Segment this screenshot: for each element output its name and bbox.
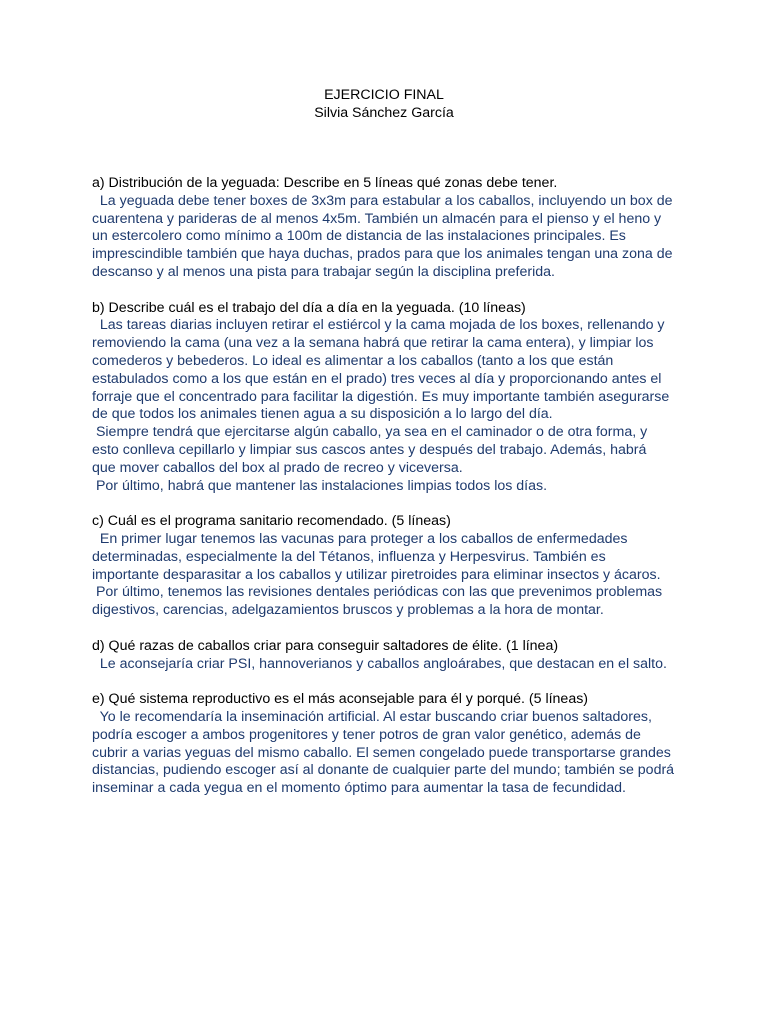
answer-line: importante desparasitar a los caballos y utilizar piretroides para eliminar insectos y ácaros. <box>92 566 661 583</box>
section-c <box>92 513 682 620</box>
answer-line: Las tareas diarias incluyen retirar el estiércol y la cama mojada de los boxes, rellenando y <box>92 317 665 334</box>
author-name: Silvia Sánchez García <box>314 105 454 121</box>
answer-line: Por último, habrá que mantener las instalaciones limpias todos los días. <box>92 477 548 494</box>
answer-d <box>92 656 682 674</box>
answer-line: cubrir a varias yeguas del mismo caballo. El semen congelado puede transportarse grandes <box>92 744 671 761</box>
answer-line: La yeguada debe tener boxes de 3x3m para estabular a los caballos, incluyendo un box de <box>92 192 673 209</box>
answer-line: distancias, pudiendo escoger así al donante de cualquier parte del mundo; también se podrá <box>92 762 675 779</box>
question-a: a) Distribución de la yeguada: Describe en 5 líneas qué zonas debe tener. <box>92 175 558 191</box>
answer-line: forraje que el concentrado para facilitar la digestión. Es muy importante también asegurarse <box>92 388 670 405</box>
answer-line: de que todos los animales tienen agua a su disposición a lo largo del día. <box>92 406 553 423</box>
answer-b <box>92 317 682 495</box>
answer-line: comederos y bebederos. Lo ideal es alimentar a los caballos (tanto a los que están <box>92 352 614 369</box>
answer-line: Siempre tendrá que ejercitarse algún caballo, ya sea en el caminador o de otra forma, y <box>92 424 648 441</box>
answer-line: En primer lugar tenemos las vacunas para proteger a los caballos de enfermedades <box>92 530 628 547</box>
answer-line: digestivos, carencias, adelgazamientos bruscos y problemas a la hora de montar. <box>92 602 604 619</box>
question-b: b) Describe cuál es el trabajo del día a día en la yeguada. (10 líneas) <box>92 299 526 316</box>
answer-c <box>92 531 682 620</box>
section-a <box>92 175 682 282</box>
answer-line: descanso y al menos una pista para trabajar según la disciplina preferida. <box>92 263 555 280</box>
answer-line: removiendo la cama (una vez a la semana habrá que retirar la cama entera), y limpiar los <box>92 335 654 352</box>
document-title: EJERCICIO FINAL <box>324 87 444 103</box>
document-body <box>92 175 682 816</box>
answer-line: que mover caballos del box al prado de recreo y viceversa. <box>92 459 463 476</box>
answer-e <box>92 709 682 798</box>
section-d <box>92 638 682 674</box>
question-e: e) Qué sistema reproductivo es el más aconsejable para él y porqué. (5 líneas) <box>92 691 589 708</box>
question-c: c) Cuál es el programa sanitario recomendado. (5 líneas) <box>92 513 451 530</box>
answer-line: estabulados como a los que están en el prado) tres veces al día y proporcionando antes el <box>92 370 662 387</box>
answer-line: determinadas, especialmente la del Tétanos, influenza y Herpesvirus. También es <box>92 548 606 565</box>
question-d: d) Qué razas de caballos criar para conseguir saltadores de élite. (1 línea) <box>92 637 559 654</box>
answer-line: un estercolero como mínimo a 100m de distancia de las instalaciones principales. Es <box>92 228 626 245</box>
answer-line: Por último, tenemos las revisiones dentales periódicas con las que prevenimos problemas <box>92 584 663 601</box>
document-header <box>0 86 768 122</box>
section-b <box>92 300 682 496</box>
answer-line: Le aconsejaría criar PSI, hannoverianos y caballos angloárabes, que destacan en el salto. <box>92 655 667 672</box>
answer-a <box>92 193 682 282</box>
answer-line: esto conlleva cepillarlo y limpiar sus cascos antes y después del trabajo. Además, habrá <box>92 441 647 458</box>
answer-line: podría escoger a ambos progenitores y tener potros de gran valor genético, además de <box>92 726 641 743</box>
section-e <box>92 691 682 798</box>
answer-line: cuarentena y parideras de al menos 4x5m. También un almacén para el pienso y el heno y <box>92 210 662 227</box>
answer-line: inseminar a cada yegua en el momento óptimo para aumentar la tasa de fecundidad. <box>92 780 626 797</box>
answer-line: imprescindible también que haya duchas, prados para que los animales tengan una zona de <box>92 246 673 263</box>
answer-line: Yo le recomendaría la inseminación artificial. Al estar buscando criar buenos saltadores, <box>92 708 652 725</box>
